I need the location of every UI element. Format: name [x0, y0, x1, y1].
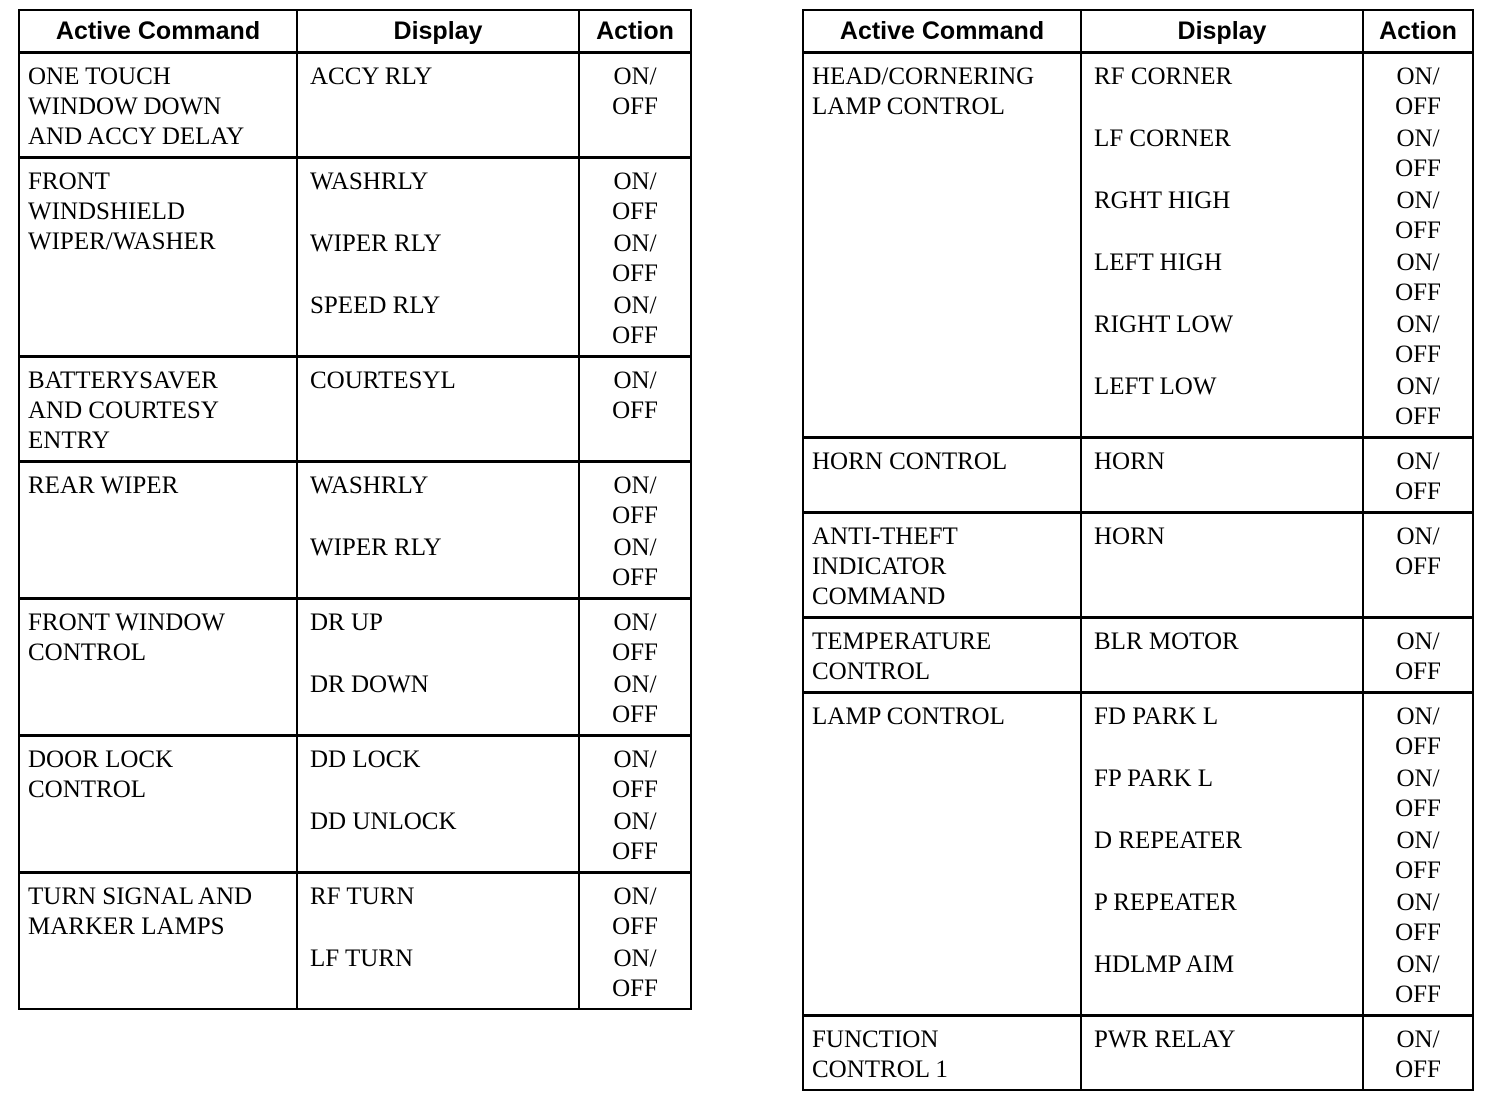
- active-command-text: DOOR LOCK CONTROL: [28, 746, 174, 803]
- active-command-cell: [803, 438, 1081, 513]
- action-value: ON/ OFF: [1395, 523, 1441, 580]
- action-value: ON/ OFF: [612, 168, 658, 225]
- command-group-row: [803, 693, 1473, 1016]
- active-command-cell: [803, 53, 1081, 438]
- header-active-command: Active Command: [803, 10, 1081, 53]
- display-value: WASHRLY: [310, 168, 429, 195]
- display-value: LEFT HIGH: [1094, 249, 1223, 276]
- display-cell: [297, 462, 579, 599]
- display-value: ACCY RLY: [310, 63, 433, 90]
- action-value: ON/ OFF: [1395, 827, 1441, 884]
- active-command-cell: [19, 736, 297, 873]
- header-active-command: Active Command: [19, 10, 297, 53]
- command-group-row: [19, 873, 691, 1010]
- active-command-text: LAMP CONTROL: [812, 703, 1005, 730]
- active-command-cell: [803, 693, 1081, 1016]
- active-command-text: BATTERYSAVER AND COURTESY ENTRY: [28, 367, 219, 454]
- action-cell: [579, 736, 691, 873]
- display-value: WIPER RLY: [310, 534, 442, 561]
- display-value: LEFT LOW: [1094, 373, 1217, 400]
- action-value: ON/ OFF: [1395, 311, 1441, 368]
- action-value: ON/ OFF: [1395, 628, 1441, 685]
- display-cell: [1081, 438, 1363, 513]
- command-group-row: [19, 158, 691, 357]
- display-cell: [297, 736, 579, 873]
- active-command-text: HEAD/CORNERING LAMP CONTROL: [812, 63, 1035, 120]
- active-command-cell: [803, 618, 1081, 693]
- display-cell: [297, 158, 579, 357]
- display-value: DR UP: [310, 609, 383, 636]
- action-value: ON/ OFF: [612, 883, 658, 940]
- display-cell: [1081, 513, 1363, 618]
- action-value: ON/ OFF: [612, 671, 658, 728]
- action-cell: [579, 357, 691, 462]
- display-cell: [297, 357, 579, 462]
- display-cell: [297, 599, 579, 736]
- right-command-table: [802, 9, 1474, 1091]
- command-group-row: [803, 513, 1473, 618]
- active-command-cell: [19, 599, 297, 736]
- action-value: ON/ OFF: [1395, 1026, 1441, 1083]
- command-group-row: [803, 618, 1473, 693]
- action-value: ON/ OFF: [1395, 765, 1441, 822]
- action-value: ON/ OFF: [1395, 448, 1441, 505]
- active-command-cell: [803, 1016, 1081, 1091]
- display-value: D REPEATER: [1094, 827, 1242, 854]
- action-value: ON/ OFF: [612, 808, 658, 865]
- display-value: DR DOWN: [310, 671, 429, 698]
- action-value: ON/ OFF: [1395, 63, 1441, 120]
- action-cell: [579, 599, 691, 736]
- action-value: ON/ OFF: [612, 746, 658, 803]
- active-command-cell: [19, 357, 297, 462]
- action-cell: [1363, 618, 1473, 693]
- display-value: LF CORNER: [1094, 125, 1231, 152]
- action-value: ON/ OFF: [1395, 889, 1441, 946]
- left-table-body: [19, 53, 691, 1010]
- display-cell: [1081, 1016, 1363, 1091]
- display-value: WASHRLY: [310, 472, 429, 499]
- action-cell: [1363, 53, 1473, 438]
- display-value: PWR RELAY: [1094, 1026, 1236, 1053]
- action-value: ON/ OFF: [612, 230, 658, 287]
- action-cell: [579, 462, 691, 599]
- display-cell: [1081, 693, 1363, 1016]
- action-value: ON/ OFF: [1395, 125, 1441, 182]
- display-value: WIPER RLY: [310, 230, 442, 257]
- display-cell: [297, 873, 579, 1010]
- command-group-row: [19, 599, 691, 736]
- header-display: Display: [297, 10, 579, 53]
- display-value: HORN: [1094, 523, 1165, 550]
- action-value: ON/ OFF: [612, 63, 658, 120]
- command-group-row: [803, 53, 1473, 438]
- active-command-text: TEMPERATURE CONTROL: [812, 628, 992, 685]
- action-value: ON/ OFF: [612, 292, 658, 349]
- display-value: RGHT HIGH: [1094, 187, 1231, 214]
- command-group-row: [19, 462, 691, 599]
- action-value: ON/ OFF: [612, 472, 658, 529]
- action-value: ON/ OFF: [612, 609, 658, 666]
- display-value: FD PARK L: [1094, 703, 1219, 730]
- display-cell: [1081, 53, 1363, 438]
- active-command-text: FRONT WINDSHIELD WIPER/WASHER: [28, 168, 216, 255]
- action-value: ON/ OFF: [1395, 249, 1441, 306]
- display-value: FP PARK L: [1094, 765, 1214, 792]
- display-value: BLR MOTOR: [1094, 628, 1239, 655]
- active-command-text: ANTI-THEFT INDICATOR COMMAND: [812, 523, 958, 610]
- action-cell: [1363, 438, 1473, 513]
- action-cell: [1363, 693, 1473, 1016]
- command-group-row: [19, 736, 691, 873]
- active-command-text: FRONT WINDOW CONTROL: [28, 609, 225, 666]
- active-command-text: TURN SIGNAL AND MARKER LAMPS: [28, 883, 253, 940]
- header-row: [803, 10, 1473, 53]
- display-value: RIGHT LOW: [1094, 311, 1234, 338]
- active-command-cell: [19, 873, 297, 1010]
- active-command-cell: [19, 462, 297, 599]
- active-command-text: HORN CONTROL: [812, 448, 1008, 475]
- action-cell: [579, 873, 691, 1010]
- active-command-cell: [19, 158, 297, 357]
- display-value: DD UNLOCK: [310, 808, 457, 835]
- active-command-cell: [19, 53, 297, 158]
- action-value: ON/ OFF: [1395, 373, 1441, 430]
- active-command-cell: [803, 513, 1081, 618]
- command-group-row: [19, 53, 691, 158]
- display-value: DD LOCK: [310, 746, 421, 773]
- active-command-text: FUNCTION CONTROL 1: [812, 1026, 948, 1083]
- display-cell: [1081, 618, 1363, 693]
- display-value: LF TURN: [310, 945, 414, 972]
- action-cell: [579, 53, 691, 158]
- display-value: RF CORNER: [1094, 63, 1233, 90]
- action-value: ON/ OFF: [612, 534, 658, 591]
- active-command-text: REAR WIPER: [28, 472, 179, 499]
- action-cell: [1363, 1016, 1473, 1091]
- display-value: RF TURN: [310, 883, 415, 910]
- action-value: ON/ OFF: [612, 367, 658, 424]
- display-value: P REPEATER: [1094, 889, 1237, 916]
- right-table-body: [803, 53, 1473, 1091]
- header-display: Display: [1081, 10, 1363, 53]
- left-command-table: [18, 9, 692, 1010]
- header-row: [19, 10, 691, 53]
- display-value: HORN: [1094, 448, 1165, 475]
- command-group-row: [803, 438, 1473, 513]
- action-value: ON/ OFF: [1395, 703, 1441, 760]
- command-group-row: [803, 1016, 1473, 1091]
- display-value: HDLMP AIM: [1094, 951, 1235, 978]
- display-value: COURTESYL: [310, 367, 456, 394]
- action-cell: [579, 158, 691, 357]
- display-value: SPEED RLY: [310, 292, 441, 319]
- command-group-row: [19, 357, 691, 462]
- action-value: ON/ OFF: [1395, 951, 1441, 1008]
- action-value: ON/ OFF: [612, 945, 658, 1002]
- action-cell: [1363, 513, 1473, 618]
- display-cell: [297, 53, 579, 158]
- header-action: Action: [1363, 10, 1473, 53]
- active-command-text: ONE TOUCH WINDOW DOWN AND ACCY DELAY: [28, 63, 245, 150]
- header-action: Action: [579, 10, 691, 53]
- action-value: ON/ OFF: [1395, 187, 1441, 244]
